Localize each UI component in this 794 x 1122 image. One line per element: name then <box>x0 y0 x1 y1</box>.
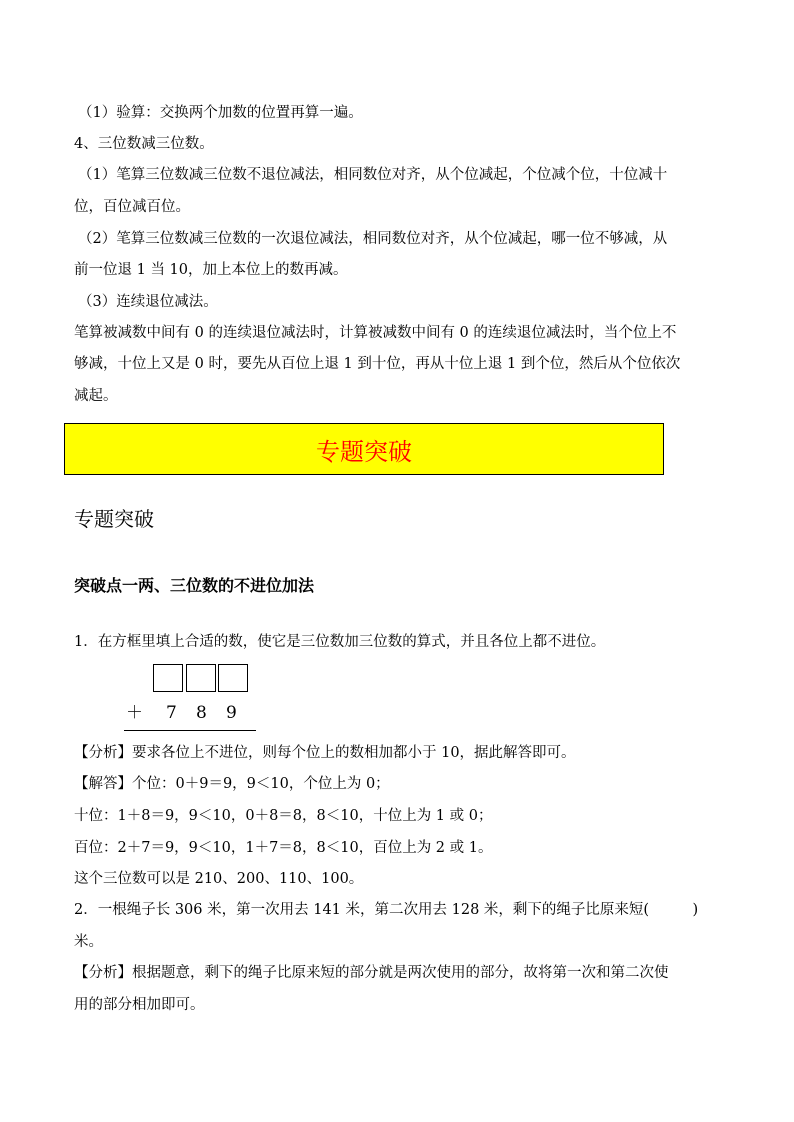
question-2-analysis: 用的部分相加即可。 <box>74 997 205 1013</box>
text-line: 够减，十位上又是 0 时，要先从百位上退 1 到十位，再从十位上退 1 到个位，然后从个位依次 <box>74 356 681 372</box>
text-line: 4、三位数减三位数。 <box>74 136 214 152</box>
question-2-prompt: 米。 <box>74 934 103 950</box>
text-line: （2）笔算三位数减三位数的一次退位减法，相同数位对齐，从个位减起，哪一位不够减，从 <box>78 231 668 247</box>
text-line: 前一位退 1 当 10，加上本位上的数再减。 <box>74 262 348 278</box>
text-line: 笔算被减数中间有 0 的连续退位减法时，计算被减数中间有 0 的连续退位减法时，当个位上不 <box>74 325 677 341</box>
question-1-answer: 【解答】个位：0＋9＝9，9＜10，个位上为 0； <box>74 776 390 792</box>
section-title: 专题突破 <box>74 507 154 531</box>
text-line: （1）笔算三位数减三位数不退位减法，相同数位对齐，从个位减起，个位减个位，十位减十 <box>78 167 668 183</box>
addend-digit: 8 <box>196 703 207 723</box>
text-line: （1）验算：交换两个加数的位置再算一遍。 <box>78 105 363 121</box>
text-line: （3）连续退位减法。 <box>78 294 218 310</box>
question-2-prompt: 2．一根绳子长 306 米，第一次用去 141 米，第二次用去 128 米，剩下的绳子比原来短( ) <box>74 902 699 918</box>
question-1-answer: 十位：1＋8＝9，9＜10，0＋8＝8，8＜10，十位上为 1 或 0； <box>74 808 493 824</box>
text-line: 位，百位减百位。 <box>74 199 190 215</box>
answer-box-hundreds[interactable] <box>153 664 183 692</box>
subsection-title: 突破点一两、三位数的不进位加法 <box>74 576 315 595</box>
answer-box-tens[interactable] <box>186 664 216 692</box>
banner-title: 专题突破 <box>316 437 412 466</box>
question-1-answer: 这个三位数可以是 210、200、110、100。 <box>74 871 364 887</box>
question-1-analysis: 【分析】要求各位上不进位，则每个位上的数相加都小于 10，据此解答即可。 <box>74 745 576 761</box>
sum-line <box>124 730 256 731</box>
addend-digit: 7 <box>166 703 177 723</box>
question-1-answer: 百位：2＋7＝9，9＜10，1＋7＝8，8＜10，百位上为 2 或 1。 <box>74 840 493 856</box>
question-1-prompt: 1．在方框里填上合适的数，使它是三位数加三位数的算式，并且各位上都不进位。 <box>74 634 606 650</box>
plus-sign: ＋ <box>126 703 143 723</box>
text-line: 减起。 <box>74 388 118 404</box>
addend-digit: 9 <box>226 703 237 723</box>
question-2-analysis: 【分析】根据题意，剩下的绳子比原来短的部分就是两次使用的部分，故将第一次和第二次使 <box>74 965 669 981</box>
topic-banner <box>64 423 664 475</box>
answer-box-ones[interactable] <box>218 664 248 692</box>
